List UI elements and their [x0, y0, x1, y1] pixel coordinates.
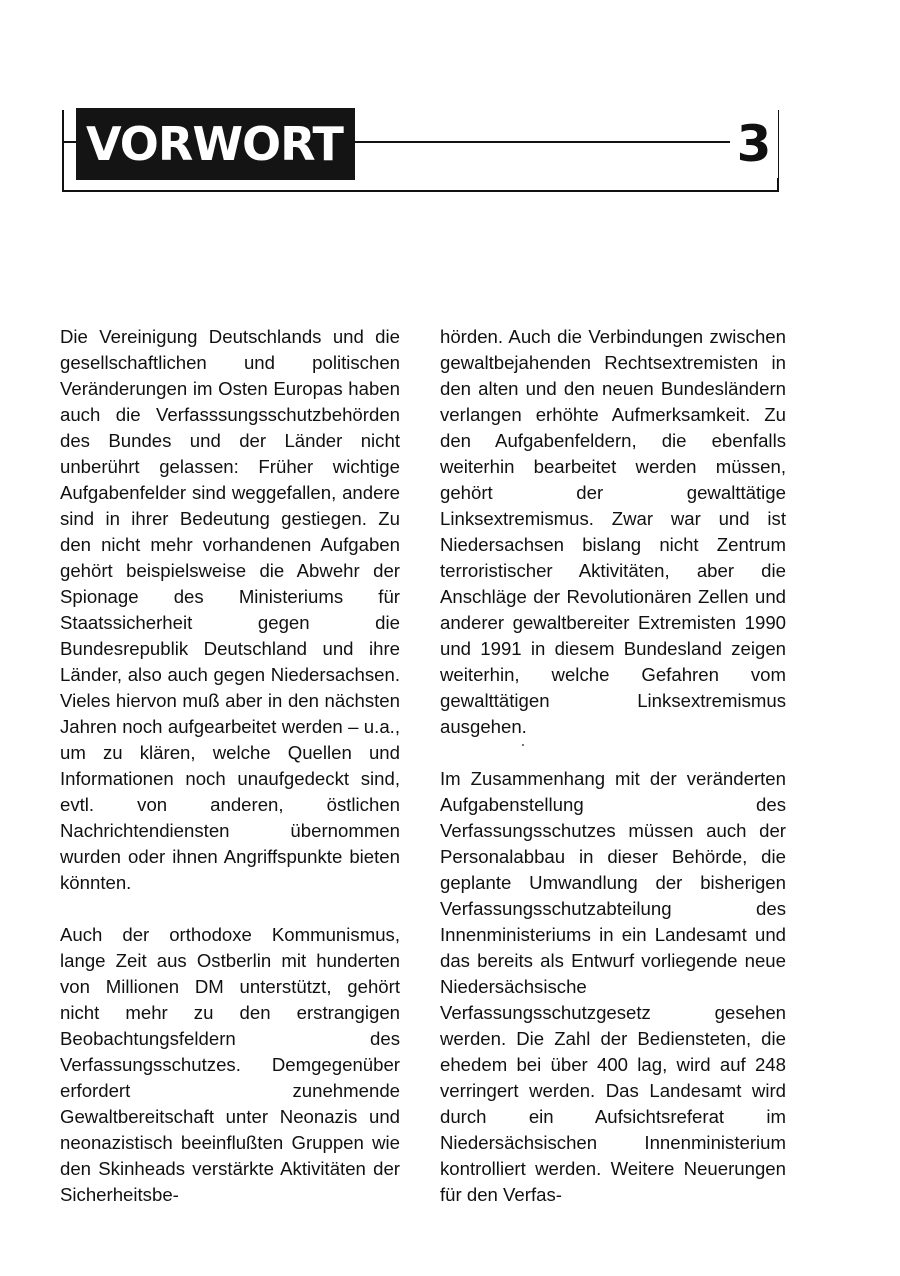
paragraph: Im Zusammenhang mit der veränderten Aufgabenstellung des Verfassungsschutzes müssen auch der Personalabbau in dieser Behörde, die geplante Umwandlung der bisherigen Verfassungsschutzabteilung des Innenministeriums in ein Landesamt und das bereits als Entwurf vorliegende neue Niedersächsische Verfassungsschutzgesetz gesehen werden. Die Zahl der Bediensteten, die ehedem bei über 400 lag, wird auf 248 verringert werden. Das Landesamt wird durch ein Aufsichtsreferat im Niedersächsischen Innenministerium kontrolliert werden. Weitere Neuerungen für den Verfas-: [440, 768, 786, 1205]
paragraph: Auch der orthodoxe Kommunismus, lange Zeit aus Ostberlin mit hunderten von Millionen DM unterstützt, gehört nicht mehr zu den erstrangigen Beobachtungsfeldern des Verfassungsschutzes. Demgegenüber erfordert zunehmende Gewaltbereitschaft unter Neonazis und neonazistisch beeinflußten Gruppen wie den Skinheads verstärkte Aktivitäten der Sicherheitsbe-: [60, 924, 400, 1205]
right-column: [440, 324, 786, 1208]
left-column: [60, 324, 400, 1208]
speck-mark: [522, 744, 524, 746]
paragraph: hörden. Auch die Verbindungen zwischen gewaltbejahenden Rechtsextremisten in den alten und den neuen Bundesländern verlangen erhöhte Aufmerksamkeit. Zu den Aufgabenfeldern, die ebenfalls weiterhin bearbeitet werden müssen, gehört der gewalttätige Linksextremismus. Zwar war und ist Niedersachsen bislang nicht Zentrum terroristischer Aktivitäten, aber die Anschläge der Revolutionären Zellen und anderer gewaltbereiter Extremisten 1990 und 1991 in diesem Bundesland zeigen weiterhin, welche Gefahren vom gewalttätigen Linksextremismus ausgehen.: [440, 326, 786, 737]
paragraph: Die Vereinigung Deutschlands und die gesellschaftlichen und politischen Veränderungen im Osten Europas haben auch die Verfasssungsschutzbehörden des Bundes und der Länder nicht unberührt gelassen: Früher wichtige Aufgabenfelder sind weggefallen, andere sind in ihrer Bedeutung gestiegen. Zu den nicht mehr vorhandenen Aufgaben gehört beispielsweise die Abwehr der Spionage des Ministeriums für Staatssicherheit gegen die Bundesrepublik Deutschland und ihre Länder, also auch gegen Niedersachsen. Vieles hiervon muß aber in den nächsten Jahren noch aufgearbeitet werden – u.a., um zu klären, welche Quellen und Informationen noch unaufgedeckt sind, evtl. von anderen, östlichen Nachrichtendiensten übernommen wurden oder ihnen Angriffspunkte bieten könnten.: [60, 326, 400, 893]
page-number: 3: [730, 106, 778, 178]
section-title: VORWORT: [76, 108, 355, 180]
